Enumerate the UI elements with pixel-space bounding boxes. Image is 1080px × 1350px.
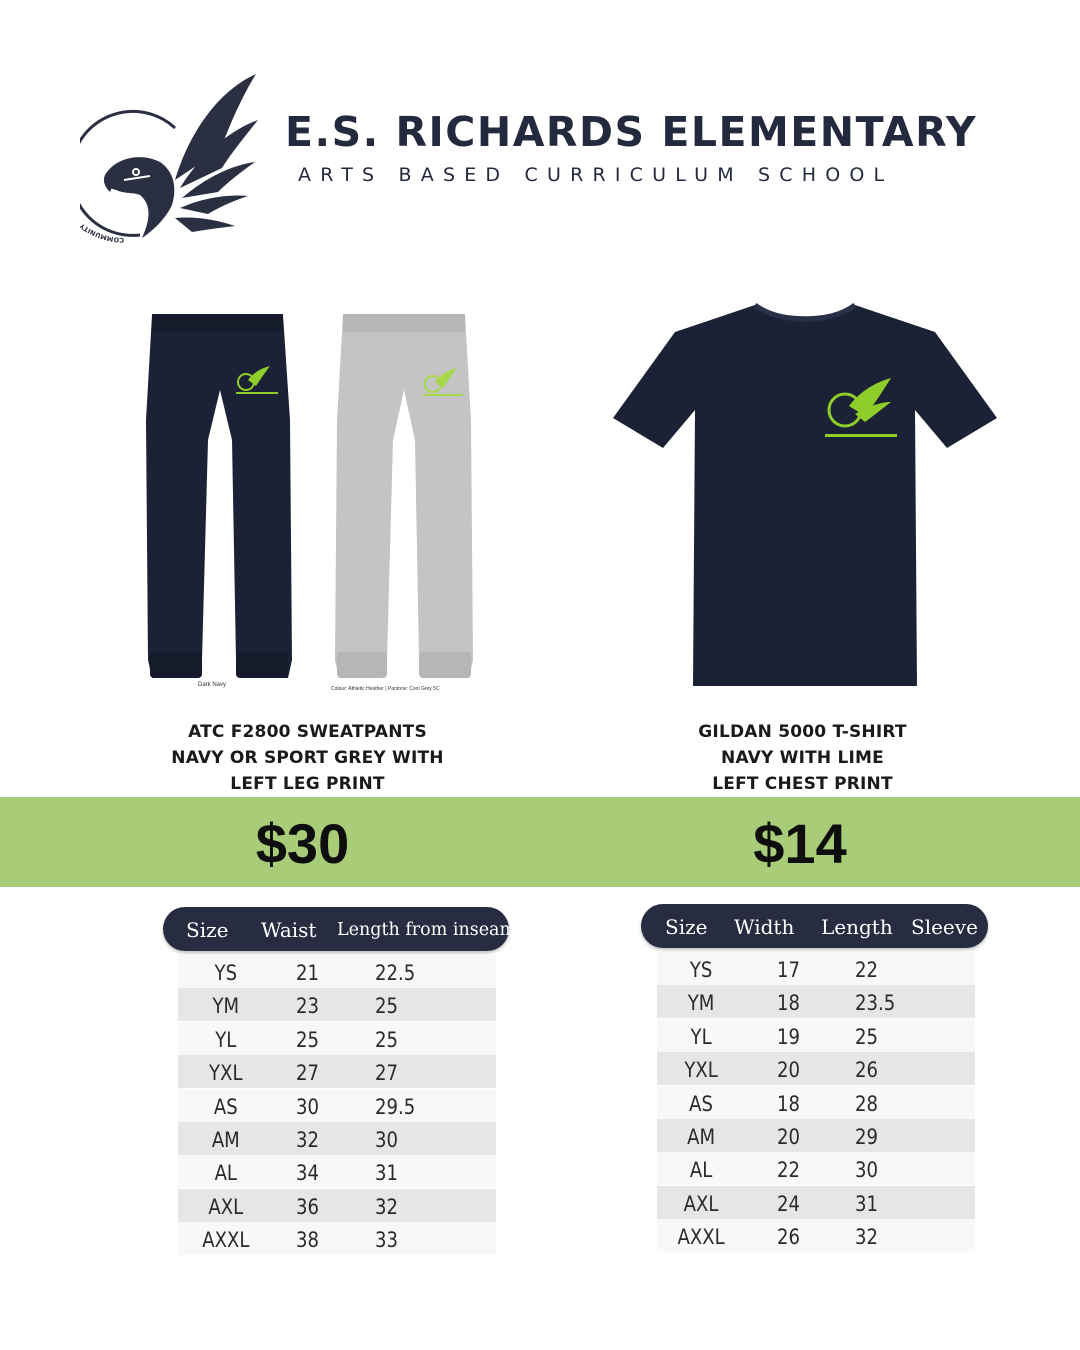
column-header: Width: [734, 915, 795, 939]
table-row: [657, 952, 975, 985]
table-cell: 32: [375, 1194, 398, 1219]
table-cell: 21: [296, 961, 319, 985]
school-name: E.S. RICHARDS ELEMENTARY: [285, 108, 978, 156]
sweatpants-price: $30: [255, 812, 350, 875]
table-cell: 25: [855, 1024, 878, 1049]
table-row: [178, 1122, 496, 1155]
table-cell: AM: [687, 1125, 716, 1149]
tshirt-desc-line-2: NAVY WITH LIME: [721, 748, 884, 768]
table-row: [178, 1155, 496, 1188]
table-cell: AM: [211, 1128, 240, 1152]
table-cell: 25: [375, 994, 398, 1019]
table-row: [178, 1022, 496, 1055]
table-cell: 24: [777, 1191, 800, 1216]
column-header: Size: [665, 915, 708, 939]
school-logo: [80, 70, 265, 250]
table-cell: 30: [375, 1128, 398, 1152]
table-cell: 20: [777, 1058, 800, 1083]
table-row: [178, 1089, 496, 1122]
table-cell: 23: [296, 994, 319, 1019]
table-row: [178, 955, 496, 988]
column-header: Size: [186, 918, 229, 942]
school-tagline: ARTS BASED CURRICULUM SCHOOL: [298, 164, 894, 186]
table-cell: 17: [777, 958, 800, 982]
grey-sweatpants-image: [315, 300, 500, 695]
table-cell: 18: [777, 1091, 800, 1116]
table-cell: 38: [296, 1228, 319, 1253]
table-cell: AXL: [683, 1191, 719, 1216]
tshirt-description: [650, 719, 955, 797]
table-cell: 22: [777, 1158, 800, 1183]
table-cell: 32: [296, 1128, 319, 1152]
table-cell: 36: [296, 1194, 319, 1219]
table-cell: 19: [777, 1024, 800, 1049]
hawk-logo-icon: [80, 70, 265, 250]
table-cell: 26: [855, 1058, 878, 1083]
table-cell: 31: [375, 1161, 398, 1186]
table-cell: 25: [296, 1027, 319, 1052]
table-row: [657, 1086, 975, 1119]
sweatpants-desc-line-2: NAVY OR SPORT GREY WITH: [171, 748, 444, 768]
table-row: [657, 1186, 975, 1219]
table-cell: AS: [213, 1094, 238, 1119]
table-cell: YL: [215, 1027, 237, 1052]
tshirt-desc-line-1: GILDAN 5000 T-SHIRT: [698, 722, 907, 742]
price-band: [0, 797, 1080, 887]
sweatpants-desc-line-1: ATC F2800 SWEATPANTS: [188, 722, 427, 742]
table-cell: YM: [212, 994, 240, 1019]
table-row: [657, 1219, 975, 1252]
table-cell: AL: [214, 1161, 238, 1186]
table-cell: YS: [214, 961, 238, 985]
table-cell: AS: [689, 1091, 713, 1116]
table-row: [178, 1189, 496, 1222]
table-row: [657, 985, 975, 1018]
sweatpants-desc-line-3: LEFT LEG PRINT: [230, 774, 385, 794]
table-row: [178, 1055, 496, 1088]
sweatpants-description: [150, 719, 465, 797]
table-cell: 25: [375, 1027, 398, 1052]
grey-color-caption: Colour: Athletic Heather | Pantone: Cool Grey 5C: [331, 686, 440, 692]
table-cell: 26: [777, 1225, 800, 1250]
table-cell: 32: [855, 1225, 878, 1250]
table-cell: 22: [855, 958, 878, 982]
table-cell: 31: [855, 1191, 878, 1216]
table-cell: 34: [296, 1161, 319, 1186]
table-cell: 30: [855, 1158, 878, 1183]
table-row: [657, 1019, 975, 1052]
table-cell: 27: [375, 1061, 398, 1086]
sweatpants-size-chart: [163, 907, 517, 1257]
navy-tshirt-image: [605, 290, 1005, 690]
tshirt-desc-line-3: LEFT CHEST PRINT: [712, 774, 893, 794]
table-cell: 22.5: [375, 961, 416, 985]
table-cell: 29: [855, 1125, 878, 1149]
table-cell: 28: [855, 1091, 878, 1116]
column-header: Length from inseam: [337, 920, 517, 940]
table-cell: AL: [689, 1158, 713, 1183]
table-row: [657, 1119, 975, 1152]
table-row: [178, 988, 496, 1021]
table-cell: 29.5: [375, 1094, 416, 1119]
table-row: [178, 1222, 496, 1255]
table-row: [657, 1152, 975, 1185]
tshirt-price: $14: [753, 812, 847, 875]
table-cell: YXL: [209, 1061, 243, 1086]
table-cell: 30: [296, 1094, 319, 1119]
table-cell: 20: [777, 1125, 800, 1149]
logo-ring-text: COMMUNIT: [82, 224, 125, 245]
navy-sweatpants-image: [140, 300, 300, 695]
navy-color-caption: Dark Navy: [198, 682, 227, 688]
table-cell: AXXL: [677, 1225, 725, 1250]
table-cell: YXL: [684, 1058, 718, 1083]
table-cell: YM: [687, 991, 715, 1016]
table-cell: AXXL: [202, 1228, 250, 1253]
column-header: Length: [821, 915, 893, 939]
column-header: Sleeve: [911, 915, 978, 939]
column-header: Waist: [261, 918, 317, 942]
table-cell: 27: [296, 1061, 319, 1086]
table-row: [657, 1052, 975, 1085]
table-cell: AXL: [208, 1194, 244, 1219]
table-cell: 33: [375, 1228, 398, 1253]
table-cell: 18: [777, 991, 800, 1016]
tshirt-size-chart: [641, 904, 991, 1254]
table-cell: YL: [690, 1024, 712, 1049]
table-cell: YS: [689, 958, 713, 982]
table-cell: 23.5: [855, 991, 896, 1016]
